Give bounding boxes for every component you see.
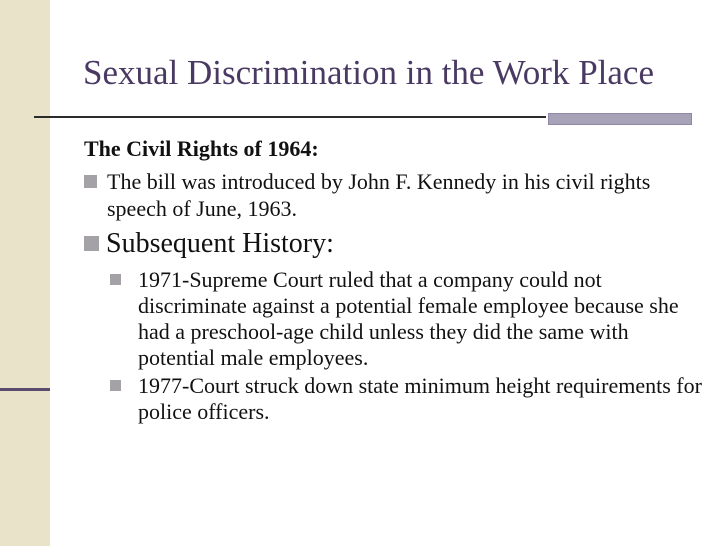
left-decorative-band [0, 0, 50, 546]
divider-accent-box [548, 113, 692, 125]
slide-content [84, 136, 704, 425]
square-bullet-icon [84, 175, 97, 188]
bullet-item [84, 168, 704, 222]
square-bullet-icon [110, 274, 121, 285]
sub-bullet-item [110, 267, 704, 371]
square-bullet-icon [110, 380, 121, 391]
title-divider [34, 116, 546, 118]
slide-title: Sexual Discrimination in the Work Place [83, 53, 655, 92]
sub-bullet-text: 1971-Supreme Court ruled that a company could not discriminate against a potential female employee because she had a preschool-age child unless they did the same with potential male employees. [138, 267, 679, 370]
left-accent-line [0, 388, 50, 391]
sub-bullet-item [110, 373, 704, 425]
section-heading: The Civil Rights of 1964: [84, 136, 319, 161]
bullet-item [84, 228, 704, 260]
bullet-text: Subsequent History: [106, 228, 334, 259]
bullet-text: The bill was introduced by John F. Kennedy in his civil rights speech of June, 1963. [107, 169, 651, 221]
square-bullet-icon [84, 236, 99, 251]
sub-bullet-text: 1977-Court struck down state minimum height requirements for police officers. [138, 373, 702, 424]
